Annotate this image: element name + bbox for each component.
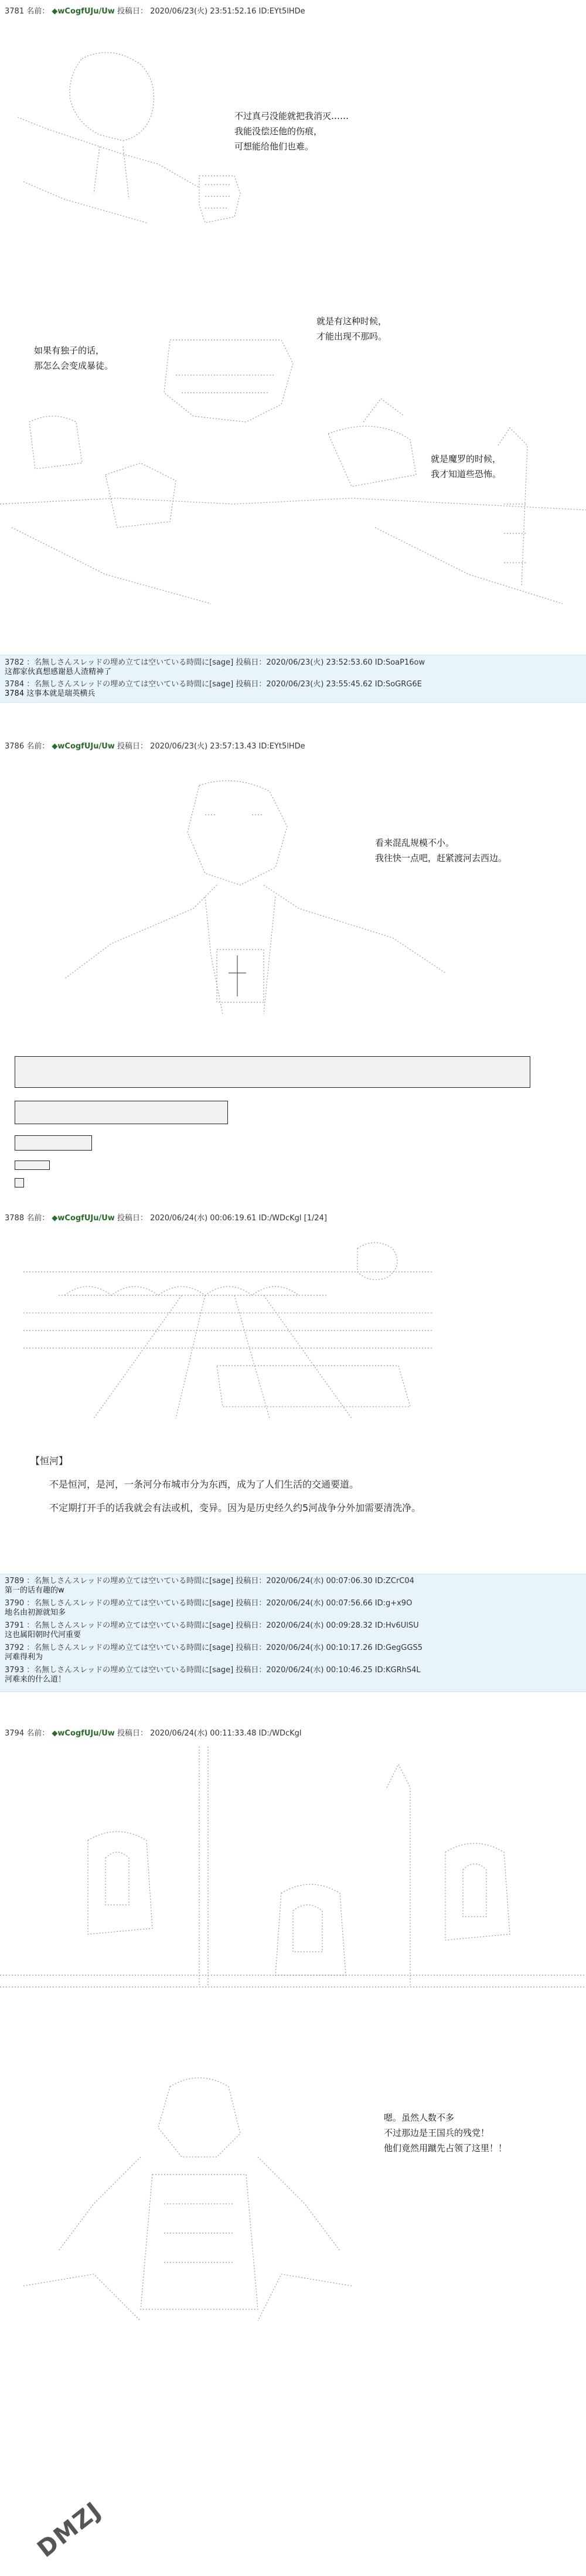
reply-3782 [5, 658, 425, 677]
reply-header: 3792 ：名無しさんスレッドの埋め立ては空いている時間に[sage] 投稿日：2020/06/24(水) 00:10:17.26 ID:GegGGS5 [5, 1643, 423, 1652]
post-number: 3794 [5, 1729, 25, 1738]
dialogue-line: 我往快一点吧，赶紧渡河去西边。 [375, 853, 507, 863]
post-header-3788 [5, 1212, 327, 1223]
name-label: 名前： [26, 742, 50, 751]
dialogue-line: 嗯。虽然人数不多 [384, 2112, 455, 2123]
name-label: 名前： [26, 1729, 50, 1738]
reply-header: 3784 ：名無しさんスレッドの埋め立ては空いている時間に[sage] 投稿日：2020/06/23(火) 23:55:45.62 ID:SoGRG6E [5, 680, 422, 689]
poster-name[interactable]: ◆wCogfUJu/Uw [52, 1729, 115, 1738]
narration-line: 不定期打开手的话我就会有法或机，变异。因为是历史经久约5河战争分外加需要清洗净。 [49, 1502, 421, 1513]
fade-bar-4 [15, 1161, 50, 1170]
post-header-3781 [5, 5, 305, 16]
date-label: 投稿日： [117, 1214, 148, 1223]
reply-3790 [5, 1599, 412, 1618]
name-label: 名前： [26, 1214, 50, 1223]
dialogue-block-5 [375, 835, 507, 866]
ascii-art-soldiers [0, 1741, 586, 1999]
reply-body: 3784 这事本就是瑞英横兵 [5, 689, 96, 698]
post-date: 2020/06/23(火) 23:51:52.16 ID:EYt5lHDe [150, 7, 305, 16]
name-label: 名前： [26, 7, 50, 16]
narration-line: 不是恒河，是河，一条河分布城市分为东西，成为了人们生活的交通要道。 [49, 1479, 359, 1490]
post-number: 3788 [5, 1214, 25, 1223]
reply-body: 这都家伙真想感谢悬人渣精神了 [5, 668, 112, 676]
reply-header: 3789 ：名無しさんスレッドの埋め立ては空いている時間に[sage] 投稿日：2020/06/24(水) 00:07:06.30 ID:ZCrC04 [5, 1577, 414, 1585]
reply-header: 3782 ：名無しさんスレッドの埋め立ては空いている時間に[sage] 投稿日：2020/06/23(火) 23:52:53.60 ID:SoaP16ow [5, 658, 425, 667]
date-label: 投稿日： [117, 1729, 148, 1738]
fade-bar-2 [15, 1101, 228, 1124]
poster-name[interactable]: ◆wCogfUJu/Uw [52, 742, 115, 751]
dialogue-line: 就是有这种时候， [316, 316, 387, 326]
post-header-3786 [5, 740, 305, 751]
reply-3784 [5, 680, 422, 699]
dialogue-line: 我能没偿还他的伤痕， [234, 126, 323, 137]
reply-3793 [5, 1666, 421, 1685]
dialogue-line: 我才知道些恐怖。 [431, 469, 502, 479]
dialogue-line: 不过那边是王国兵的残党！ [384, 2128, 490, 2138]
dialogue-line: 不过真弓没能就把我消灭…… [234, 111, 349, 121]
date-label: 投稿日： [117, 742, 148, 751]
reply-3792 [5, 1643, 423, 1662]
fade-bar-3 [15, 1135, 92, 1151]
ascii-art-character [41, 780, 463, 1026]
narration-heading: 【恒河】 [30, 1455, 69, 1466]
dialogue-line: 就是魔罗的时候， [431, 454, 502, 464]
dialogue-line: 可想能给他们也难。 [234, 141, 314, 152]
dialogue-block-2 [34, 343, 113, 373]
dialogue-line: 他们竟然用蹴先占领了这里！！ [384, 2143, 507, 2153]
reply-body: 这也属阳朝时代河重要 [5, 1631, 81, 1639]
poster-name[interactable]: ◆wCogfUJu/Uw [52, 7, 115, 16]
ascii-art-hand [193, 170, 246, 234]
post-date: 2020/06/23(火) 23:57:13.43 ID:EYt5lHDe [150, 742, 305, 751]
poster-name[interactable]: ◆wCogfUJu/Uw [52, 1214, 115, 1223]
reply-header: 3791 ：名無しさんスレッドの埋め立ては空いている時間に[sage] 投稿日：2020/06/24(水) 00:09:28.32 ID:Hv6UlSU [5, 1621, 419, 1630]
dialogue-line: 那怎么会变成暴徒。 [34, 360, 114, 371]
watermark-logo [32, 2495, 114, 2569]
reply-body: 河难来的什么道！ [5, 1675, 66, 1684]
reply-body: 第一的话有趣的w [5, 1586, 64, 1595]
reply-3791 [5, 1621, 419, 1640]
dialogue-block-1 [234, 108, 349, 154]
dialogue-block-3 [316, 314, 387, 344]
ascii-art-leader [23, 2063, 352, 2339]
fade-bar-1 [15, 1056, 530, 1088]
post-date: 2020/06/24(水) 00:06:19.61 ID:/WDcKgl [1/24] [150, 1214, 327, 1223]
dialogue-block-4 [431, 451, 501, 482]
watermark-text: DMZJ [32, 2496, 107, 2563]
reply-body: 河难得利为 [5, 1653, 43, 1662]
post-header-3794 [5, 1727, 302, 1738]
ascii-art-river-scene [23, 1231, 434, 1424]
dialogue-block-6 [384, 2110, 507, 2156]
post-number: 3786 [5, 742, 25, 751]
dialogue-line: 才能出现不那吗。 [316, 331, 387, 342]
ascii-art-figure [12, 47, 211, 240]
dialogue-line: 看来混乱规模不小。 [375, 838, 455, 848]
reply-header: 3793 ：名無しさんスレッドの埋め立ては空いている時間に[sage] 投稿日：2020/06/24(水) 00:10:46.25 ID:KGRhS4L [5, 1666, 421, 1675]
date-label: 投稿日： [117, 7, 148, 16]
reply-header: 3790 ：名無しさんスレッドの埋め立ては空いている時間に[sage] 投稿日：2020/06/24(水) 00:07:56.66 ID:g+x9O [5, 1599, 413, 1608]
ascii-art-group [0, 328, 586, 645]
dialogue-line: 如果有独子的话， [34, 345, 105, 356]
post-date: 2020/06/24(水) 00:11:33.48 ID:/WDcKgl [150, 1729, 302, 1738]
reply-3789 [5, 1577, 414, 1595]
post-number: 3781 [5, 7, 25, 16]
fade-bar-5 [15, 1178, 24, 1187]
reply-body: 地名由初源就知多 [5, 1608, 66, 1617]
narration-block [30, 1449, 421, 1520]
